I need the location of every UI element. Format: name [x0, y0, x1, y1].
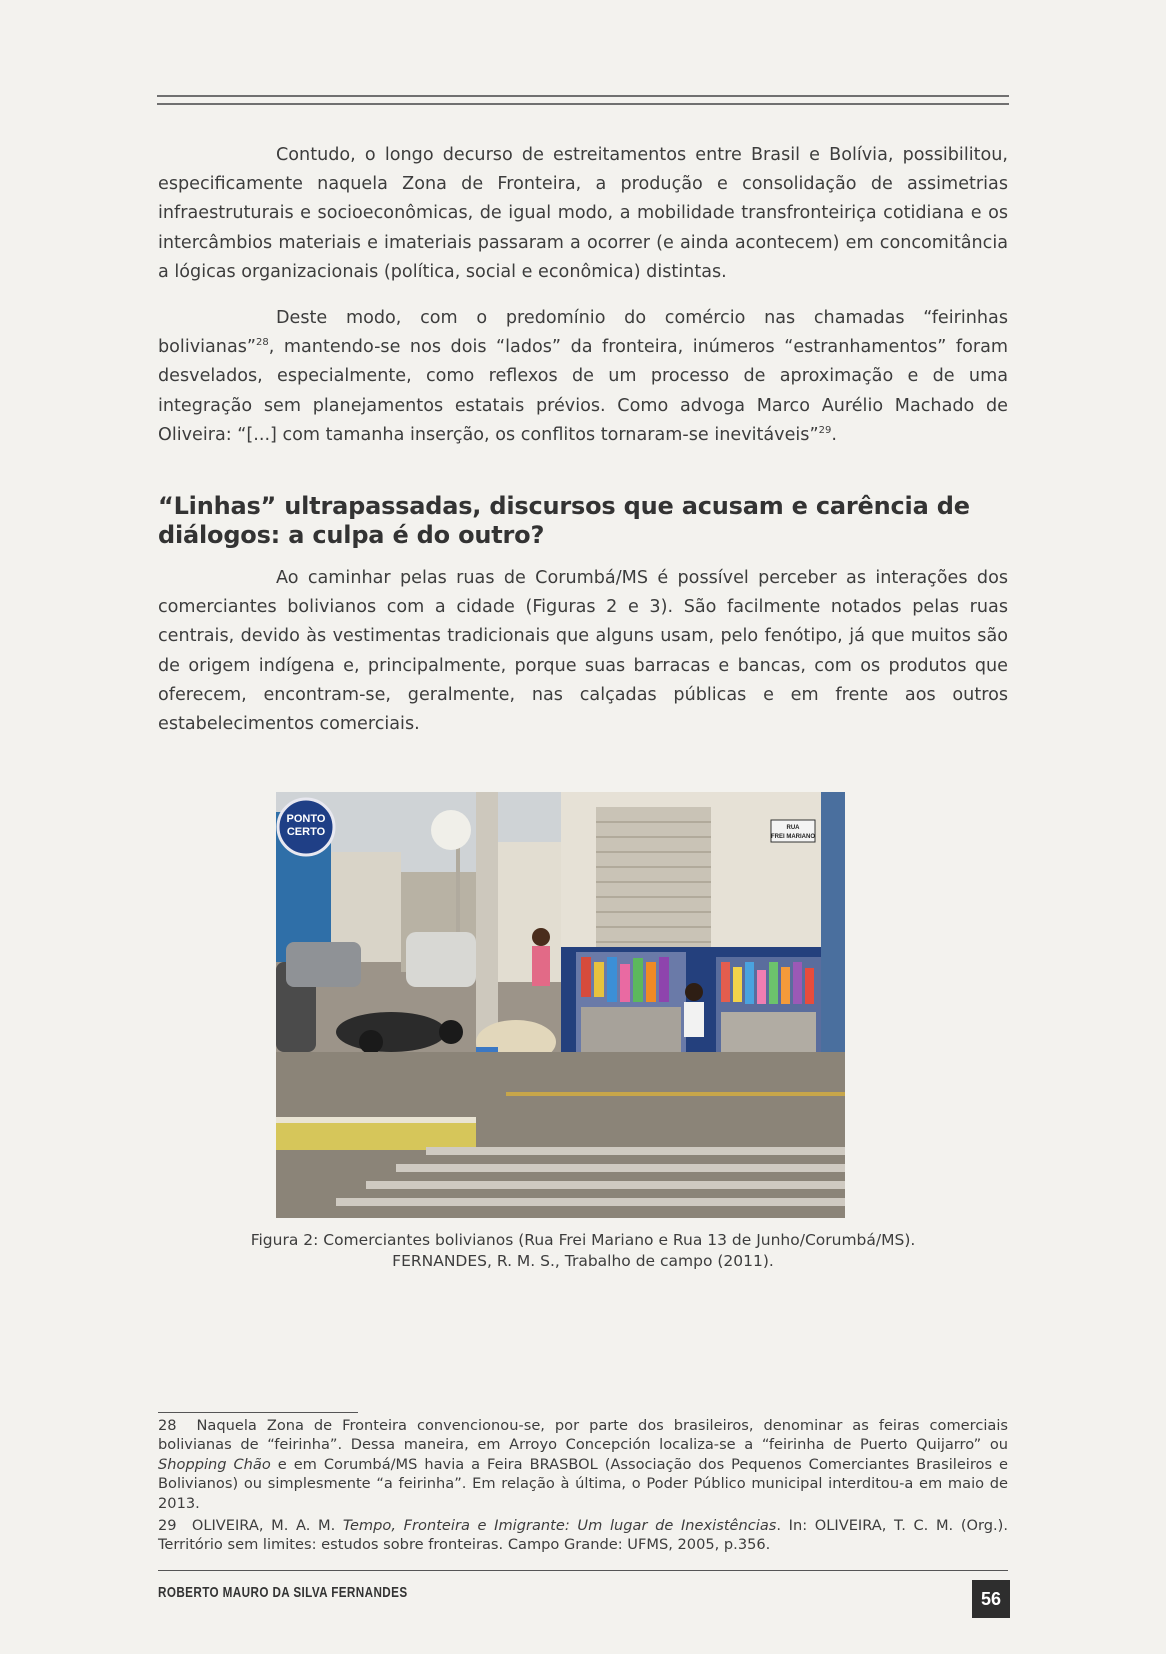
footer-rule [158, 1570, 1008, 1571]
footnote-28-text-a: Naquela Zona de Fronteira convencionou-se, por parte dos brasileiros, denominar as feiras comerciais bolivianas de “feirinha”. Dessa maneira, em Arroyo Concepción localiza-se a “feirinha de Puerto Quijarro” ou [158, 1417, 1009, 1454]
figure-2-photo [276, 792, 845, 1218]
paragraph-3 [158, 564, 1008, 739]
street-sign-text-1: RUA [786, 825, 800, 831]
footnote-29 [158, 1516, 1008, 1555]
paragraph-2-text-c: . [831, 424, 837, 445]
footnote-29-text-b: . In: OLIVEIRA, T. C. M. (Org.). Território sem limites: estudos sobre fronteiras. Campo Grande: UFMS, 2005, p.356. [158, 1517, 1008, 1554]
footnote-ref-28[interactable]: 28 [256, 337, 269, 349]
footnote-rule [158, 1412, 358, 1413]
paragraph-2-text-a: Deste modo, com o predomínio do comércio nas chamadas “feirinhas bolivianas” [158, 308, 1008, 358]
footnote-28-italic: Shopping Chão [158, 1455, 271, 1473]
sign-text-1: PONTO [286, 813, 326, 825]
caption-line-1: Figura 2: Comerciantes bolivianos (Rua Frei Mariano e Rua 13 de Junho/Corumbá/MS). [250, 1231, 916, 1249]
footnotes [158, 1416, 1008, 1558]
footnote-28-number: 28 [158, 1417, 177, 1434]
section-heading: “Linhas” ultrapassadas, discursos que acusam e carência de diálogos: a culpa é do outro? [158, 492, 970, 549]
figure-caption [158, 1230, 1008, 1272]
footnote-28-text-b: e em Corumbá/MS havia a Feira BRASBOL (Associação dos Pequenos Comerciantes Brasileiros e Bolivianos) ou simplesmente “a feirinha”. Em relação à última, o Poder Público municipal interditou-a em maio de 2013. [158, 1455, 1008, 1512]
footnote-28 [158, 1416, 1008, 1513]
header-rule [157, 95, 1009, 105]
paragraph-2-text-b: , mantendo-se nos dois “lados” da fronteira, inúmeros “estranhamentos” foram desvelados, especialmente, como reflexos de um processo de aproximação e de uma integração sem planejamentos estatais prévios. Como advoga Marco Aurélio Machado de Oliveira: “[...] com tamanha inserção, os conflitos tornaram-se inevitáveis” [158, 337, 1008, 445]
footnote-29-text-a: OLIVEIRA, M. A. M. [191, 1517, 343, 1535]
footnote-29-number: 29 [158, 1517, 177, 1535]
paragraph-1 [158, 141, 1008, 287]
paragraph-3-text: Ao caminhar pelas ruas de Corumbá/MS é possível perceber as interações dos comerciantes bolivianos com a cidade (Figuras 2 e 3). São facilmente notados pelas ruas centrais, devido às vestimentas tradicionais que alguns usam, pelo fenótipo, já que muitos são de origem indígena e, principalmente, porque suas barracas e bancas, com os produtos que oferecem, encontram-se, geralmente, nas calçadas públicas e em frente aos outros estabelecimentos comerciais. [158, 568, 1008, 735]
footnote-29-italic: Tempo, Fronteira e Imigrante: Um lugar de Inexistências [342, 1517, 777, 1535]
sign-text-2: CERTO [286, 826, 326, 838]
caption-line-2: FERNANDES, R. M. S., Trabalho de campo (2011). [392, 1252, 774, 1270]
paragraph-1-text: Contudo, o longo decurso de estreitamentos entre Brasil e Bolívia, possibilitou, especificamente naquela Zona de Fronteira, a produção e consolidação de assimetrias infraestruturais e socioeconômicas, de igual modo, a mobilidade transfronteiriça cotidiana e os intercâmbios materiais e imateriais passaram a ocorrer (e ainda acontecem) em concomitância a lógicas organizacionais (política, social e econômica) distintas. [158, 145, 1008, 282]
paragraph-2 [158, 304, 1008, 450]
page-number: 56 [972, 1580, 1010, 1618]
street-sign-text-2: FREI MARIANO [771, 834, 815, 840]
footer-author: ROBERTO MAURO DA SILVA FERNANDES [158, 1584, 408, 1601]
footnote-ref-29[interactable]: 29 [818, 424, 832, 436]
